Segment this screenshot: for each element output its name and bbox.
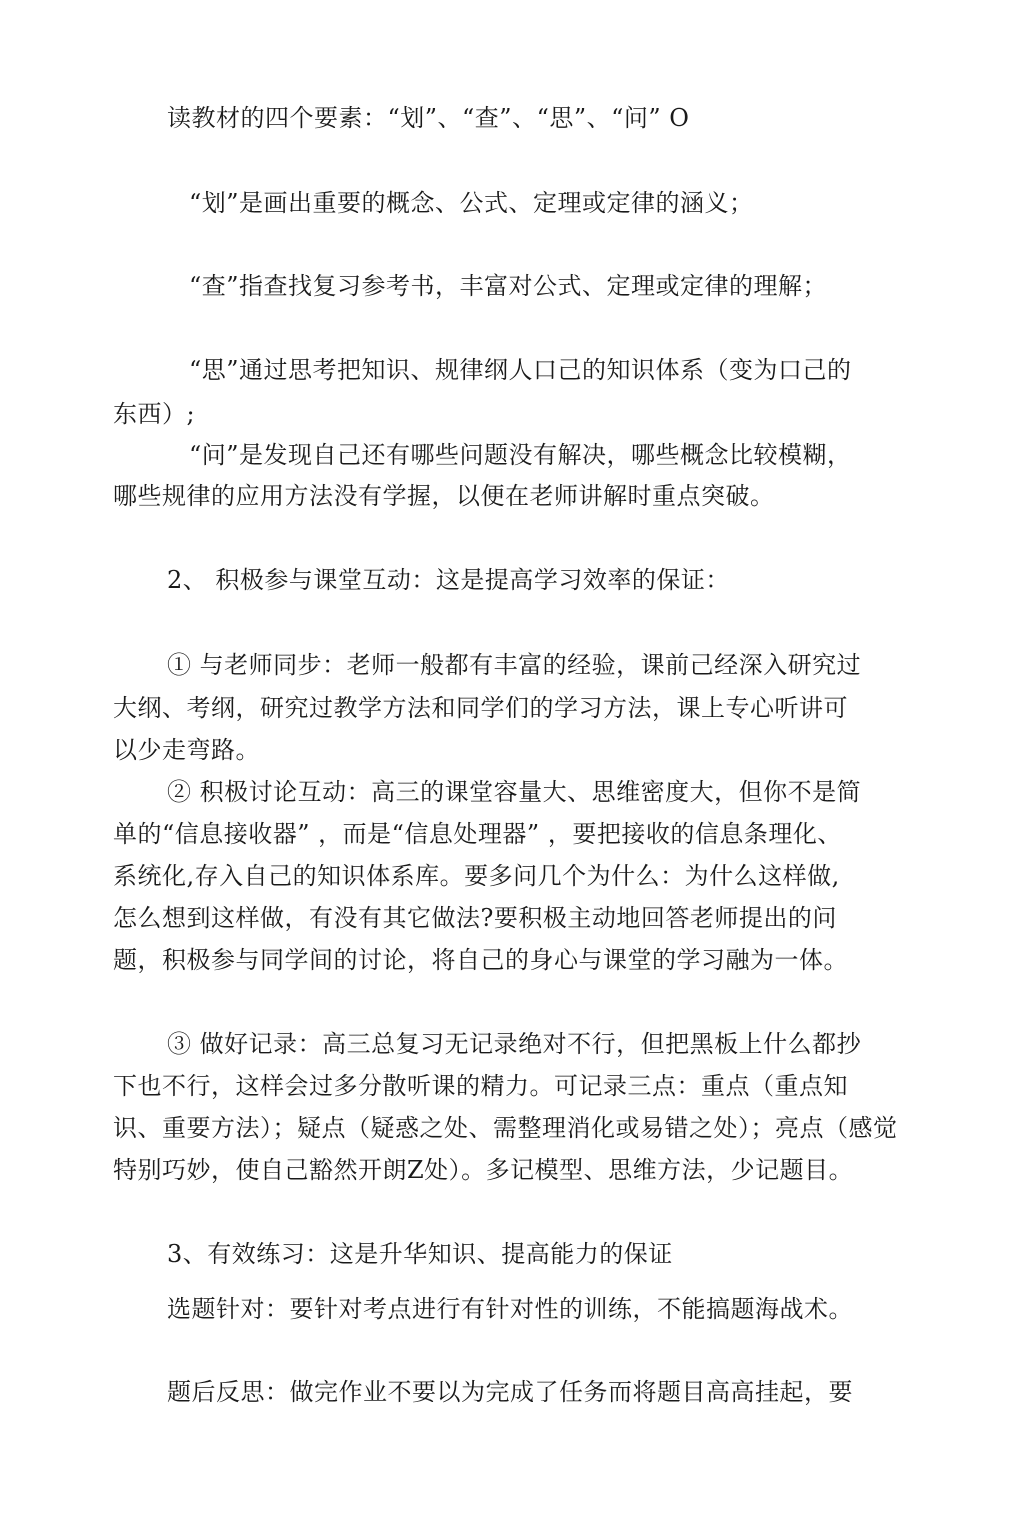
text-line: 大纲、考纲，研究过教学方法和同学们的学习方法，课上专心听讲可 <box>113 694 848 722</box>
text-line: 特别巧妙，使自己豁然开朗Z处）。多记模型、思维方法，少记题目。 <box>113 1156 854 1184</box>
text-line: 以少走弯路。 <box>113 736 260 764</box>
section-heading: 2、 积极参与课堂互动：这是提高学习效率的保证： <box>167 566 730 594</box>
text-line: “查”指查找复习参考书，丰富对公式、定理或定律的理解； <box>189 272 828 300</box>
text-line: ② 积极讨论互动：高三的课堂容量大、思维密度大，但你不是简 <box>167 778 862 806</box>
text-line: 识、重要方法）；疑点（疑惑之处、需整理消化或易错之处）；亮点（感觉 <box>113 1114 898 1142</box>
text-line: “问”是发现自己还有哪些问题没有解决，哪些概念比较模糊， <box>189 441 852 469</box>
text-line: 读教材的四个要素：“划”、“查”、“思”、“问” O <box>167 104 690 132</box>
text-line: 哪些规律的应用方法没有学握，以便在老师讲解时重点突破。 <box>113 482 775 510</box>
text-line: 单的“信息接收器” ，而是“信息处理器” ，要把接收的信息条理化、 <box>113 820 842 848</box>
text-line: 东西）; <box>113 400 196 428</box>
text-line: 怎么想到这样做，有没有其它做法?要积极主动地回答老师提出的问 <box>113 904 837 932</box>
text-line: “思”通过思考把知识、规律纲人口己的知识体系（变为口己的 <box>189 356 852 384</box>
text-line: 题后反思：做完作业不要以为完成了任务而将题目高高挂起，要 <box>167 1378 853 1406</box>
text-line: 下也不行，这样会过多分散听课的精力。可记录三点：重点（重点知 <box>113 1072 848 1100</box>
text-line: 题，积极参与同学间的讨论，将自己的身心与课堂的学习融为一体。 <box>113 946 848 974</box>
text-line: “划”是画出重要的概念、公式、定理或定律的涵义； <box>189 189 754 217</box>
text-line: 选题针对：要针对考点进行有针对性的训练，不能搞题海战术。 <box>167 1295 853 1323</box>
text-line: 系统化,存入自己的知识体系库。要多问几个为什么：为什么这样做, <box>113 862 840 890</box>
text-line: ① 与老师同步：老师一般都有丰富的经验，课前己经深入研究过 <box>167 651 862 679</box>
section-heading: 3、有效练习：这是升华知识、提高能力的保证 <box>167 1240 673 1268</box>
text-line: ③ 做好记录：高三总复习无记录绝对不行，但把黑板上什么都抄 <box>167 1030 862 1058</box>
